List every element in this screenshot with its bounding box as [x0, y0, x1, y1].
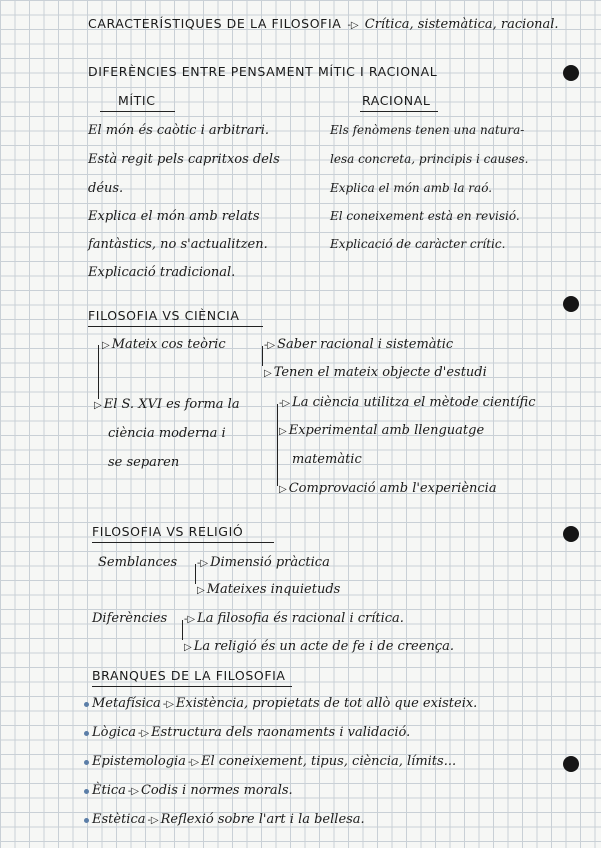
branca-item: Lògica -▷ Estructura dels raonaments i validació.	[92, 725, 411, 740]
bullet-icon	[84, 702, 89, 707]
column-header-racional: RACIONAL	[362, 93, 431, 108]
binder-hole-1	[563, 65, 579, 81]
ciencia-item-1b: ▷ Tenen el mateix objecte d'estudi	[264, 365, 487, 380]
bullet-icon	[84, 731, 89, 736]
arrow-icon: -▷	[184, 614, 196, 625]
ciencia-item-2b-line-2: matemàtic	[292, 452, 362, 467]
arrow-icon: ▷	[184, 642, 192, 653]
page-title	[88, 18, 559, 31]
section-heading-branques: BRANQUES DE LA FILOSOFIA	[92, 668, 286, 683]
arrow-icon: -▷	[147, 815, 159, 826]
connector-line	[98, 345, 99, 399]
mitic-line-3: déus.	[88, 181, 124, 196]
ciencia-item-2-line-3: se separen	[108, 455, 180, 470]
branca-item: Estètica -▷ Reflexió sobre l'art i la bellesa.	[92, 812, 365, 827]
arrow-icon: ▷	[197, 585, 205, 596]
section-heading-mitic-racional: DIFERÈNCIES ENTRE PENSAMENT MÍTIC I RACIONAL	[88, 64, 438, 79]
arrow-icon: ▷	[94, 400, 102, 411]
underline-branques	[92, 686, 292, 687]
racional-line-5: Explicació de caràcter crític.	[330, 237, 506, 251]
arrow-icon: -▷	[264, 340, 276, 351]
racional-line-2: lesa concreta, principis i causes.	[330, 152, 529, 166]
column-header-mitic: MÍTIC	[118, 93, 156, 108]
bullet-icon	[84, 818, 89, 823]
ciencia-item-2a: -▷ La ciència utilitza el mètode científic	[279, 395, 536, 410]
ciencia-item-2-line-1: ▷ El S. XVI es forma la	[94, 397, 240, 412]
arrow-icon: ▷	[279, 484, 287, 495]
connector-line	[277, 404, 278, 486]
mitic-line-6: Explicació tradicional.	[88, 265, 236, 280]
arrow-icon: ▷	[102, 340, 110, 351]
mitic-line-4: Explica el món amb relats	[88, 209, 260, 224]
arrow-icon: -▷	[137, 728, 150, 739]
religio-diferencies-a: -▷ La filosofia és racional i crítica.	[184, 611, 404, 626]
binder-hole-2	[563, 296, 579, 312]
arrow-icon: ▷	[279, 426, 287, 437]
ciencia-item-1: ▷ Mateix cos teòric	[102, 337, 226, 352]
religio-semblances-b: ▷ Mateixes inquietuds	[197, 582, 341, 597]
arrow-icon: ▷	[264, 368, 272, 379]
underline-filosofia-religio	[92, 542, 274, 543]
underline-filosofia-ciencia	[88, 326, 263, 327]
arrow-icon: -▷	[187, 757, 200, 768]
ciencia-item-1a: -▷ Saber racional i sistemàtic	[264, 337, 454, 352]
arrow-icon: -▷	[347, 20, 359, 31]
binder-hole-4	[563, 756, 579, 772]
religio-semblances-label: Semblances	[98, 555, 178, 570]
branca-item: Ètica -▷ Codis i normes morals.	[92, 783, 293, 798]
arrow-icon: -▷	[162, 699, 174, 710]
racional-line-3: Explica el món amb la raó.	[330, 181, 493, 195]
racional-line-1: Els fenòmens tenen una natura-	[330, 123, 525, 137]
binder-hole-3	[563, 526, 579, 542]
mitic-line-5: fantàstics, no s'actualitzen.	[88, 237, 268, 252]
section-heading-filosofia-ciencia: FILOSOFIA VS CIÈNCIA	[88, 308, 240, 323]
arrow-icon: -▷	[197, 558, 209, 569]
underline-racional	[360, 111, 438, 112]
ciencia-item-2b-line-1: ▷ Experimental amb llenguatge	[279, 423, 485, 438]
arrow-icon: -▷	[279, 398, 291, 409]
racional-line-4: El coneixement està en revisió.	[330, 209, 520, 223]
bullet-icon	[84, 789, 89, 794]
mitic-line-1: El món és caòtic i arbitrari.	[88, 123, 270, 138]
branca-item: Metafísica -▷ Existència, propietats de tot allò que existeix.	[92, 696, 478, 711]
section-heading-filosofia-religio: FILOSOFIA VS RELIGIÓ	[92, 524, 244, 539]
underline-mitic	[100, 111, 175, 112]
branca-item: Epistemologia -▷ El coneixement, tipus, ciència, límits...	[92, 754, 457, 769]
ciencia-item-2-line-2: ciència moderna i	[108, 426, 226, 441]
bullet-icon	[84, 760, 89, 765]
ciencia-item-2c: ▷ Comprovació amb l'experiència	[279, 481, 497, 496]
religio-diferencies-label: Diferències	[92, 611, 168, 626]
title-characteristics: Crítica, sistemàtica, racional.	[364, 17, 559, 32]
religio-semblances-a: -▷ Dimensió pràctica	[197, 555, 330, 570]
arrow-icon: -▷	[127, 786, 139, 797]
mitic-line-2: Està regit pels capritxos dels	[88, 152, 280, 167]
title-heading: CARACTERÍSTIQUES DE LA FILOSOFIA	[88, 16, 342, 31]
religio-diferencies-b: ▷ La religió és un acte de fe i de creença.	[184, 639, 454, 654]
